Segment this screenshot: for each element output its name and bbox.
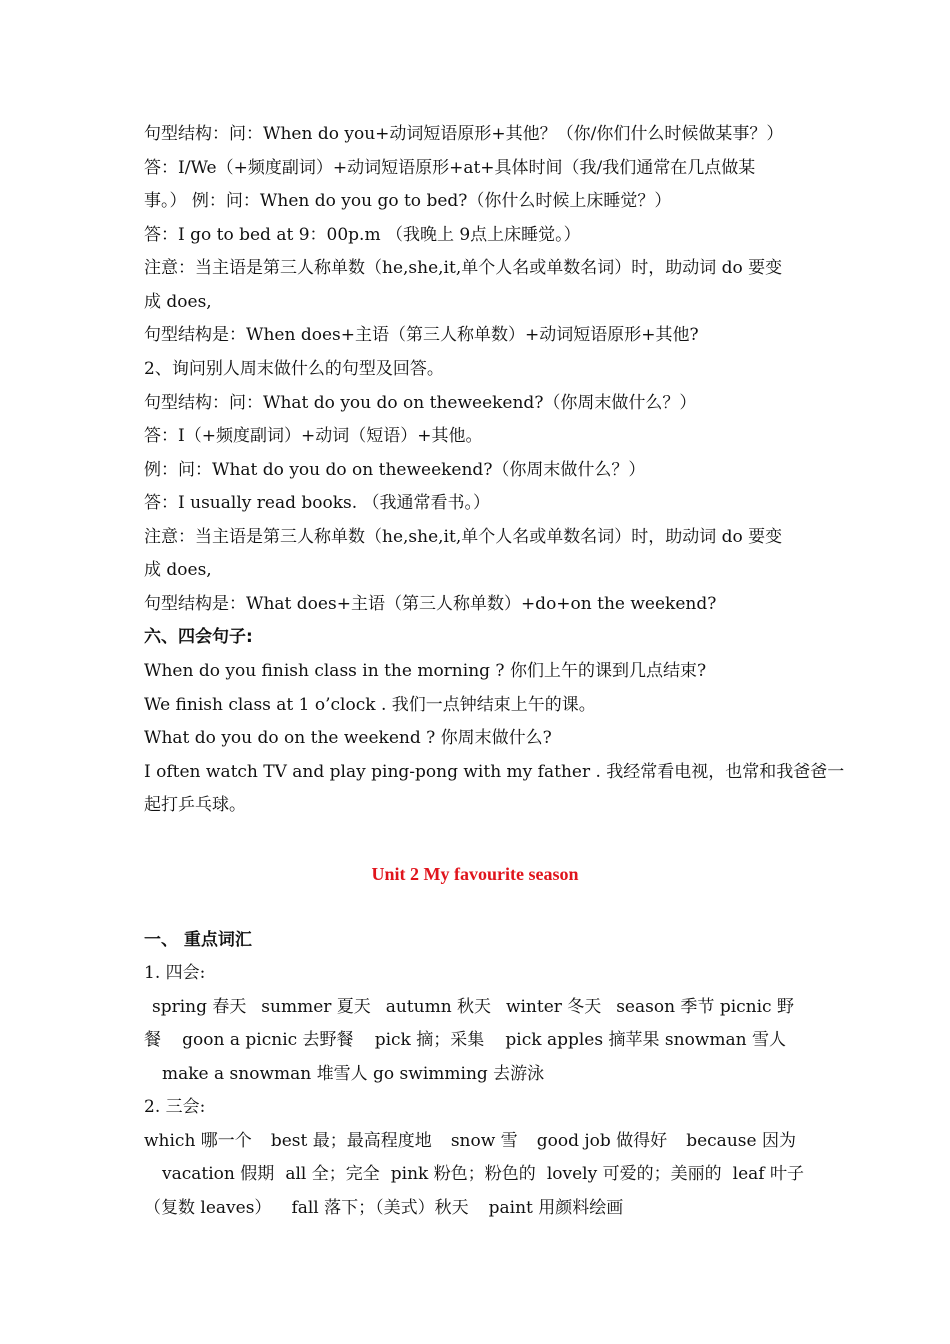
text-line: 句型结构：问：What do you do on theweekend?（你周末做什么？）	[144, 393, 697, 413]
vocab-item: vacation 假期	[162, 1164, 275, 1184]
vocab-item: leaf 叶子	[732, 1164, 804, 1184]
vocab-item: （复数 leaves）	[144, 1198, 272, 1218]
vocab-item: winter 冬天	[505, 997, 602, 1017]
vocab-item: pick apples 摘苹果 snowman 雪人	[505, 1030, 786, 1050]
text-line: 答：I go to bed at 9：00p.m （我晚上 9点上床睡觉。）	[144, 225, 581, 245]
three-skill-label: 2. 三会:	[144, 1097, 206, 1117]
vocab-item: best 最；最高程度地	[270, 1131, 432, 1151]
vocab-row	[162, 1163, 804, 1185]
sentence-line: I often watch TV and play ping-pong with my father . 我经常看电视，也常和我爸爸一	[144, 762, 845, 782]
text-line: 答：I/We（+频度副词）+动词短语原形+at+具体时间（我/我们通常在几点做某	[144, 158, 756, 178]
vocab-item: good job 做得好	[536, 1131, 668, 1151]
text-line: 注意：当主语是第三人称单数（he,she,it,单个人名或单数名词）时，助动词 do 要变	[144, 527, 783, 547]
vocab-item: autumn 秋天	[385, 997, 492, 1017]
sentence-line: When do you finish class in the morning ? 你们上午的课到几点结束?	[144, 661, 707, 681]
section-heading: 六、四会句子:	[144, 627, 253, 647]
text-line: 注意：当主语是第三人称单数（he,she,it,单个人名或单数名词）时，助动词 do 要变	[144, 258, 783, 278]
text-line: 2、询问别人周末做什么的句型及回答。	[144, 359, 444, 379]
sentence-line: 起打乒乓球。	[144, 795, 246, 815]
text-line: 句型结构：问：When do you+动词短语原形+其他？（你/你们什么时候做某事？）	[144, 124, 784, 144]
vocab-row	[144, 1197, 816, 1219]
vocab-row	[152, 996, 794, 1018]
text-line: 句型结构是：When does+主语（第三人称单数）+动词短语原形+其他?	[144, 325, 699, 345]
vocab-item: lovely 可爱的；美丽的	[546, 1164, 722, 1184]
vocab-row	[162, 1063, 834, 1085]
sentence-line: What do you do on the weekend ? 你周末做什么?	[144, 728, 552, 748]
unit-title: Unit 2 My favourite season	[371, 864, 579, 884]
vocab-item: all 全；完全	[285, 1164, 380, 1184]
vocab-heading: 一、 重点词汇	[144, 930, 252, 950]
vocab-item: make a snowman 堆雪人 go swimming 去游泳	[162, 1064, 545, 1084]
vocab-item: fall 落下；（美式）秋天	[291, 1198, 469, 1218]
vocab-item: summer 夏天	[261, 997, 371, 1017]
text-line: 事。） 例：问：When do you go to bed?（你什么时候上床睡觉？）	[144, 191, 672, 211]
vocab-item: goon a picnic 去野餐	[182, 1030, 354, 1050]
text-line: 例：问：What do you do on theweekend?（你周末做什么？）	[144, 460, 646, 480]
vocab-item: which 哪一个	[144, 1131, 252, 1151]
text-line: 答：I（+频度副词）+动词（短语）+其他。	[144, 426, 483, 446]
vocab-item: 餐	[144, 1030, 161, 1050]
vocab-item: snow 雪	[450, 1131, 518, 1151]
vocab-row	[144, 1029, 786, 1051]
text-line: 句型结构是：What does+主语（第三人称单数）+do+on the weekend?	[144, 594, 717, 614]
vocab-item: spring 春天	[152, 997, 247, 1017]
vocab-item: pick 摘；采集	[374, 1030, 485, 1050]
text-line: 成 does,	[144, 560, 212, 580]
vocab-item: paint 用颜料绘画	[488, 1198, 624, 1218]
text-line: 成 does,	[144, 292, 212, 312]
vocab-item: season 季节 picnic 野	[616, 997, 794, 1017]
vocab-item: pink 粉色；粉色的	[390, 1164, 536, 1184]
vocab-item: because 因为	[686, 1131, 796, 1151]
text-line: 答：I usually read books. （我通常看书。）	[144, 493, 491, 513]
vocab-row	[144, 1130, 796, 1152]
four-skill-label: 1. 四会:	[144, 963, 206, 983]
sentence-line: We finish class at 1 o’clock . 我们一点钟结束上午的课。	[144, 695, 596, 715]
